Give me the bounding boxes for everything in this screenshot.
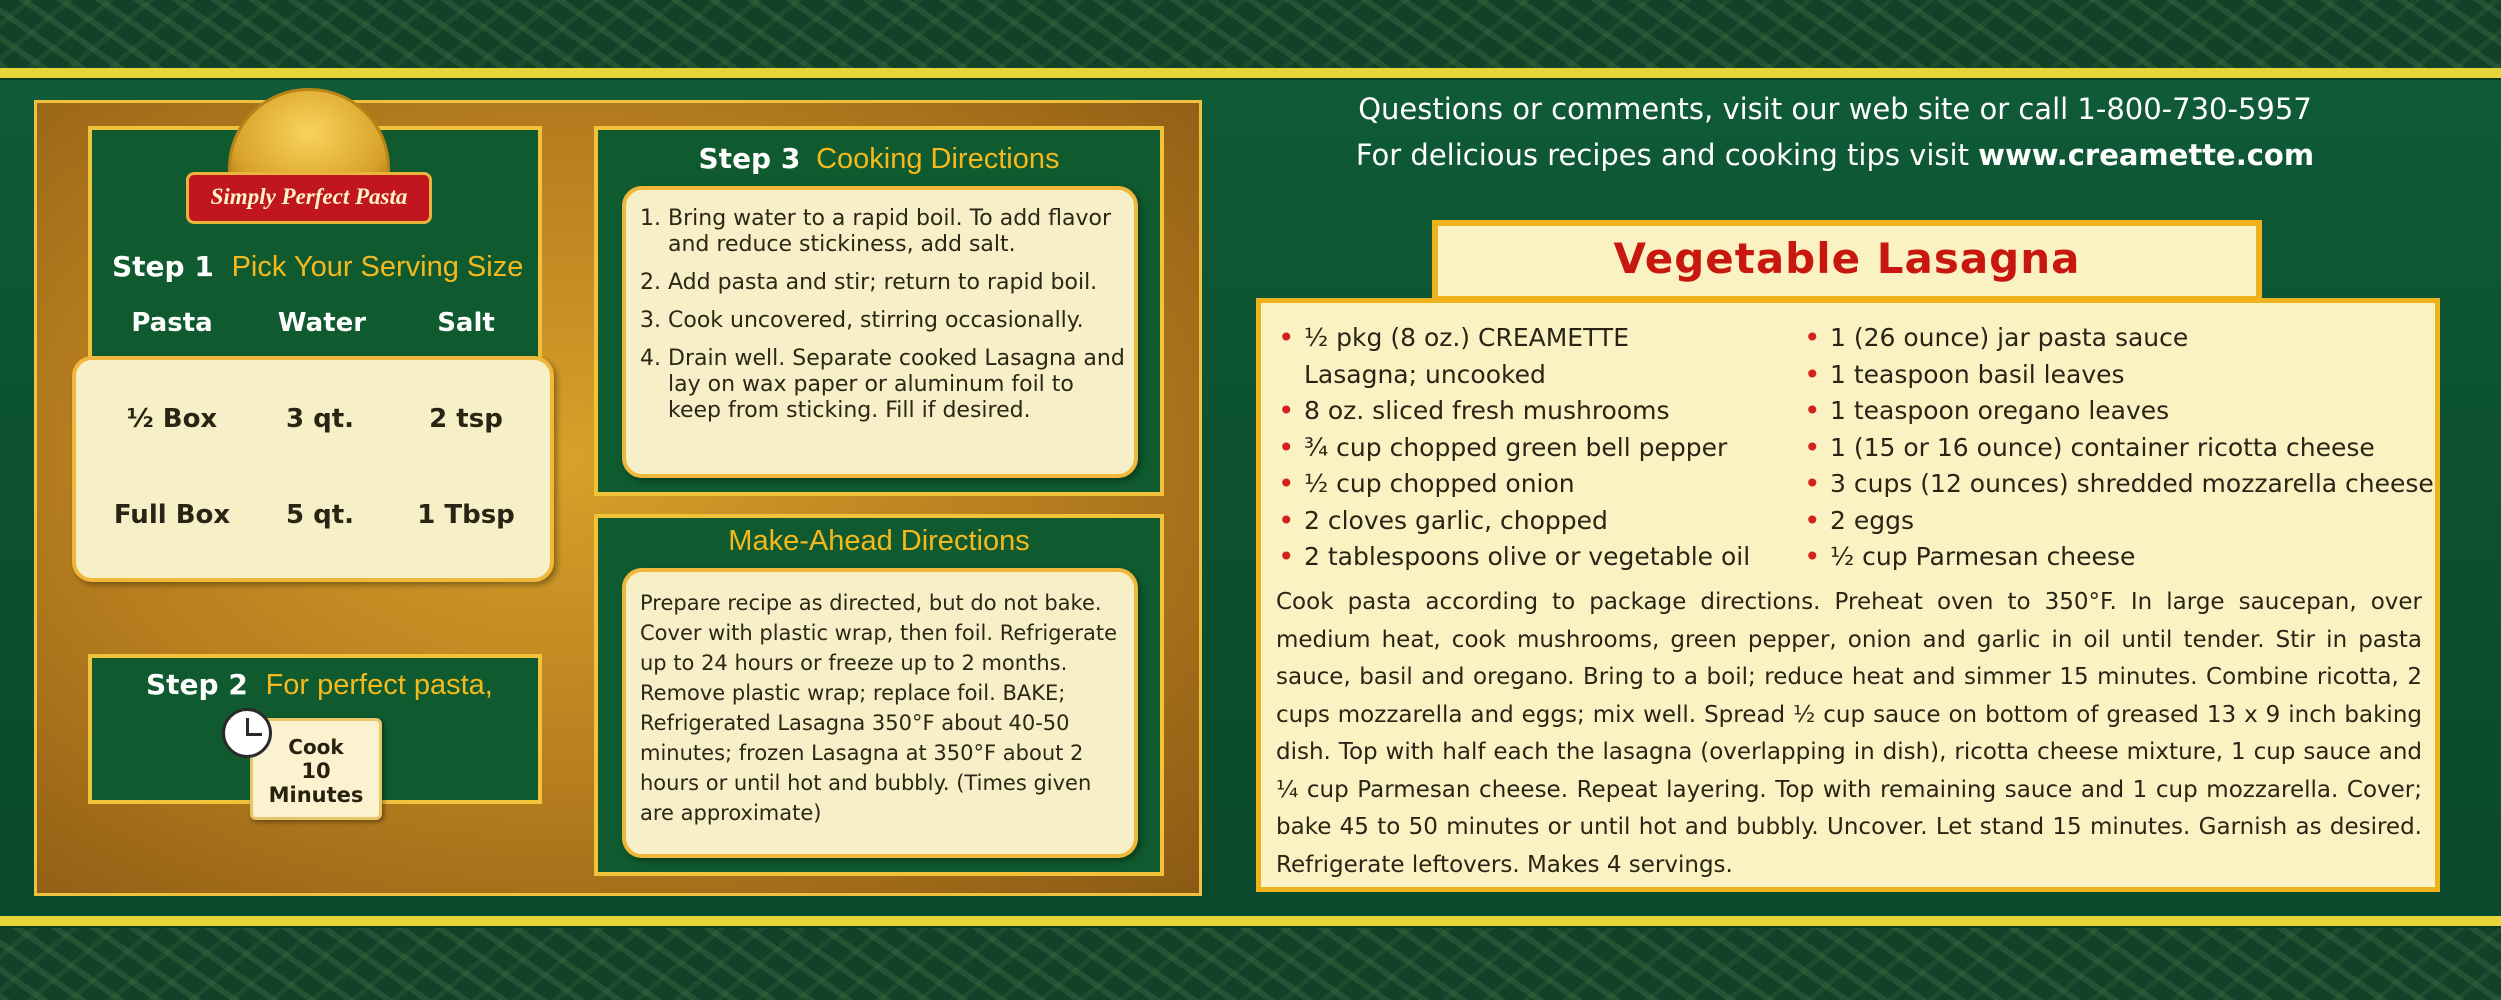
- list-item-text: Bring water to a rapid boil. To add flavor and reduce stickiness, add salt.: [668, 206, 1111, 257]
- ingredient-item: • 1 teaspoon basil leaves: [1804, 357, 2434, 394]
- step3-label: Step 3: [698, 142, 801, 175]
- ingredient-item: • ¾ cup chopped green bell pepper: [1278, 430, 1798, 467]
- ingredient-item: • 2 tablespoons olive or vegetable oil: [1278, 539, 1798, 576]
- top-pattern-band: [0, 0, 2501, 68]
- ingredient-item: • ½ cup Parmesan cheese: [1804, 539, 2434, 576]
- website-link: www.creamette.com: [1978, 138, 2315, 172]
- recipe-instructions: Cook pasta according to package directions. Preheat oven to 350°F. In large saucepan, over medium heat, cook mushrooms, green pepper, onion and garlic in oil until tender. Stir in pasta sauce, basil and oregano. Bring to a boil; reduce heat and simmer 15 minutes. Combine ricotta, 2 cups mozzarella and eggs; mix well. Spread ½ cup sauce on bottom of greased 13 x 9 inch baking dish. Top with half each the lasagna (overlapping in dish), ricotta cheese mixture, 1 cup sauce and ¼ cup Parmesan cheese. Repeat layering. Top with remaining sauce and 1 cup mozzarella. Cover; bake 45 to 50 minutes or until hot and bubbly. Uncover. Let stand 15 minutes. Garnish as desired. Refrigerate leftovers. Makes 4 servings.: [1276, 589, 2422, 878]
- bottom-pattern-band: [0, 928, 2501, 1000]
- list-item: [640, 308, 1126, 334]
- table-cell: 1 Tbsp: [417, 500, 515, 530]
- list-item-text: Drain well. Separate cooked Lasagna and lay on wax paper or aluminum foil to keep from sticking. Fill if desired.: [668, 346, 1125, 423]
- list-item: [640, 206, 1126, 258]
- step1-label: Step 1: [112, 250, 214, 283]
- bottom-yellow-stripe: [0, 916, 2501, 926]
- website-line: [1260, 138, 2410, 172]
- col-header-salt: Salt: [437, 308, 495, 338]
- list-item-number: 4.: [640, 346, 661, 371]
- cooking-directions-list: [640, 206, 1126, 436]
- list-item: [640, 270, 1126, 296]
- cook-minutes-unit: Minutes: [268, 783, 364, 807]
- step1-title: Pick Your Serving Size: [231, 251, 524, 283]
- list-item-number: 1.: [640, 206, 661, 231]
- table-cell: 5 qt.: [285, 500, 355, 530]
- list-item: [640, 346, 1126, 424]
- brand-ribbon: Simply Perfect Pasta: [186, 172, 432, 224]
- make-ahead-text: Prepare recipe as directed, but do not bake. Cover with plastic wrap, then foil. Refrigerate up to 24 hours or freeze up to 2 months. Remove plastic wrap; replace foil. BAKE; Refrigerated Lasagna 350°F about 40-50 minutes; frozen Lasagna at 350°F about 2 hours or until hot and bubbly. (Times given are approximate): [640, 591, 1118, 825]
- make-ahead-heading: [594, 524, 1164, 558]
- top-yellow-stripe: [0, 68, 2501, 78]
- website-prefix: For delicious recipes and cooking tips visit: [1355, 138, 1979, 172]
- ingredient-item: • 8 oz. sliced fresh mushrooms: [1278, 393, 1798, 430]
- list-item-number: 3.: [640, 308, 661, 333]
- step2-heading: [146, 668, 493, 702]
- clock-icon: [222, 708, 272, 758]
- table-cell: ½ Box: [126, 404, 218, 434]
- table-cell: 3 qt.: [285, 404, 355, 434]
- step3-heading: [594, 142, 1164, 176]
- step2-title: For perfect pasta,: [265, 669, 493, 701]
- ingredient-item: • 2 cloves garlic, chopped: [1278, 503, 1798, 540]
- col-header-pasta: Pasta: [131, 308, 213, 338]
- list-item-text: Add pasta and stir; return to rapid boil.: [668, 270, 1098, 295]
- table-cell: Full Box: [113, 500, 231, 530]
- ingredients-right: [1804, 320, 2434, 576]
- ingredient-item: Lasagna; uncooked: [1304, 359, 1546, 389]
- step3-title: Cooking Directions: [816, 143, 1060, 175]
- step2-label: Step 2: [146, 668, 248, 701]
- contact-line: Questions or comments, visit our web site or call 1-800-730-5957: [1358, 92, 2312, 126]
- recipe-title: Vegetable Lasagna: [1613, 234, 2081, 283]
- list-item-text: Cook uncovered, stirring occasionally.: [668, 308, 1084, 333]
- list-item-number: 2.: [640, 270, 661, 295]
- make-ahead-title: Make-Ahead Directions: [728, 525, 1030, 557]
- cook-label: Cook: [288, 735, 344, 759]
- serving-size-table: [72, 356, 554, 582]
- ingredients-left: [1278, 320, 1798, 576]
- step1-heading: [112, 250, 523, 284]
- col-header-water: Water: [277, 308, 367, 338]
- ingredient-item: • ½ cup chopped onion: [1278, 466, 1798, 503]
- ingredient-item: • 2 eggs: [1804, 503, 2434, 540]
- cook-minutes-value: 10: [301, 759, 331, 783]
- ingredient-item: • 3 cups (12 ounces) shredded mozzarella cheese: [1804, 466, 2434, 503]
- ingredient-item: • ½ pkg (8 oz.) CREAMETTE: [1278, 320, 1798, 357]
- ingredient-item: • 1 teaspoon oregano leaves: [1804, 393, 2434, 430]
- ingredient-item: • 1 (15 or 16 ounce) container ricotta cheese: [1804, 430, 2434, 467]
- table-cell: 2 tsp: [429, 404, 503, 434]
- ingredient-item: • 1 (26 ounce) jar pasta sauce: [1804, 320, 2434, 357]
